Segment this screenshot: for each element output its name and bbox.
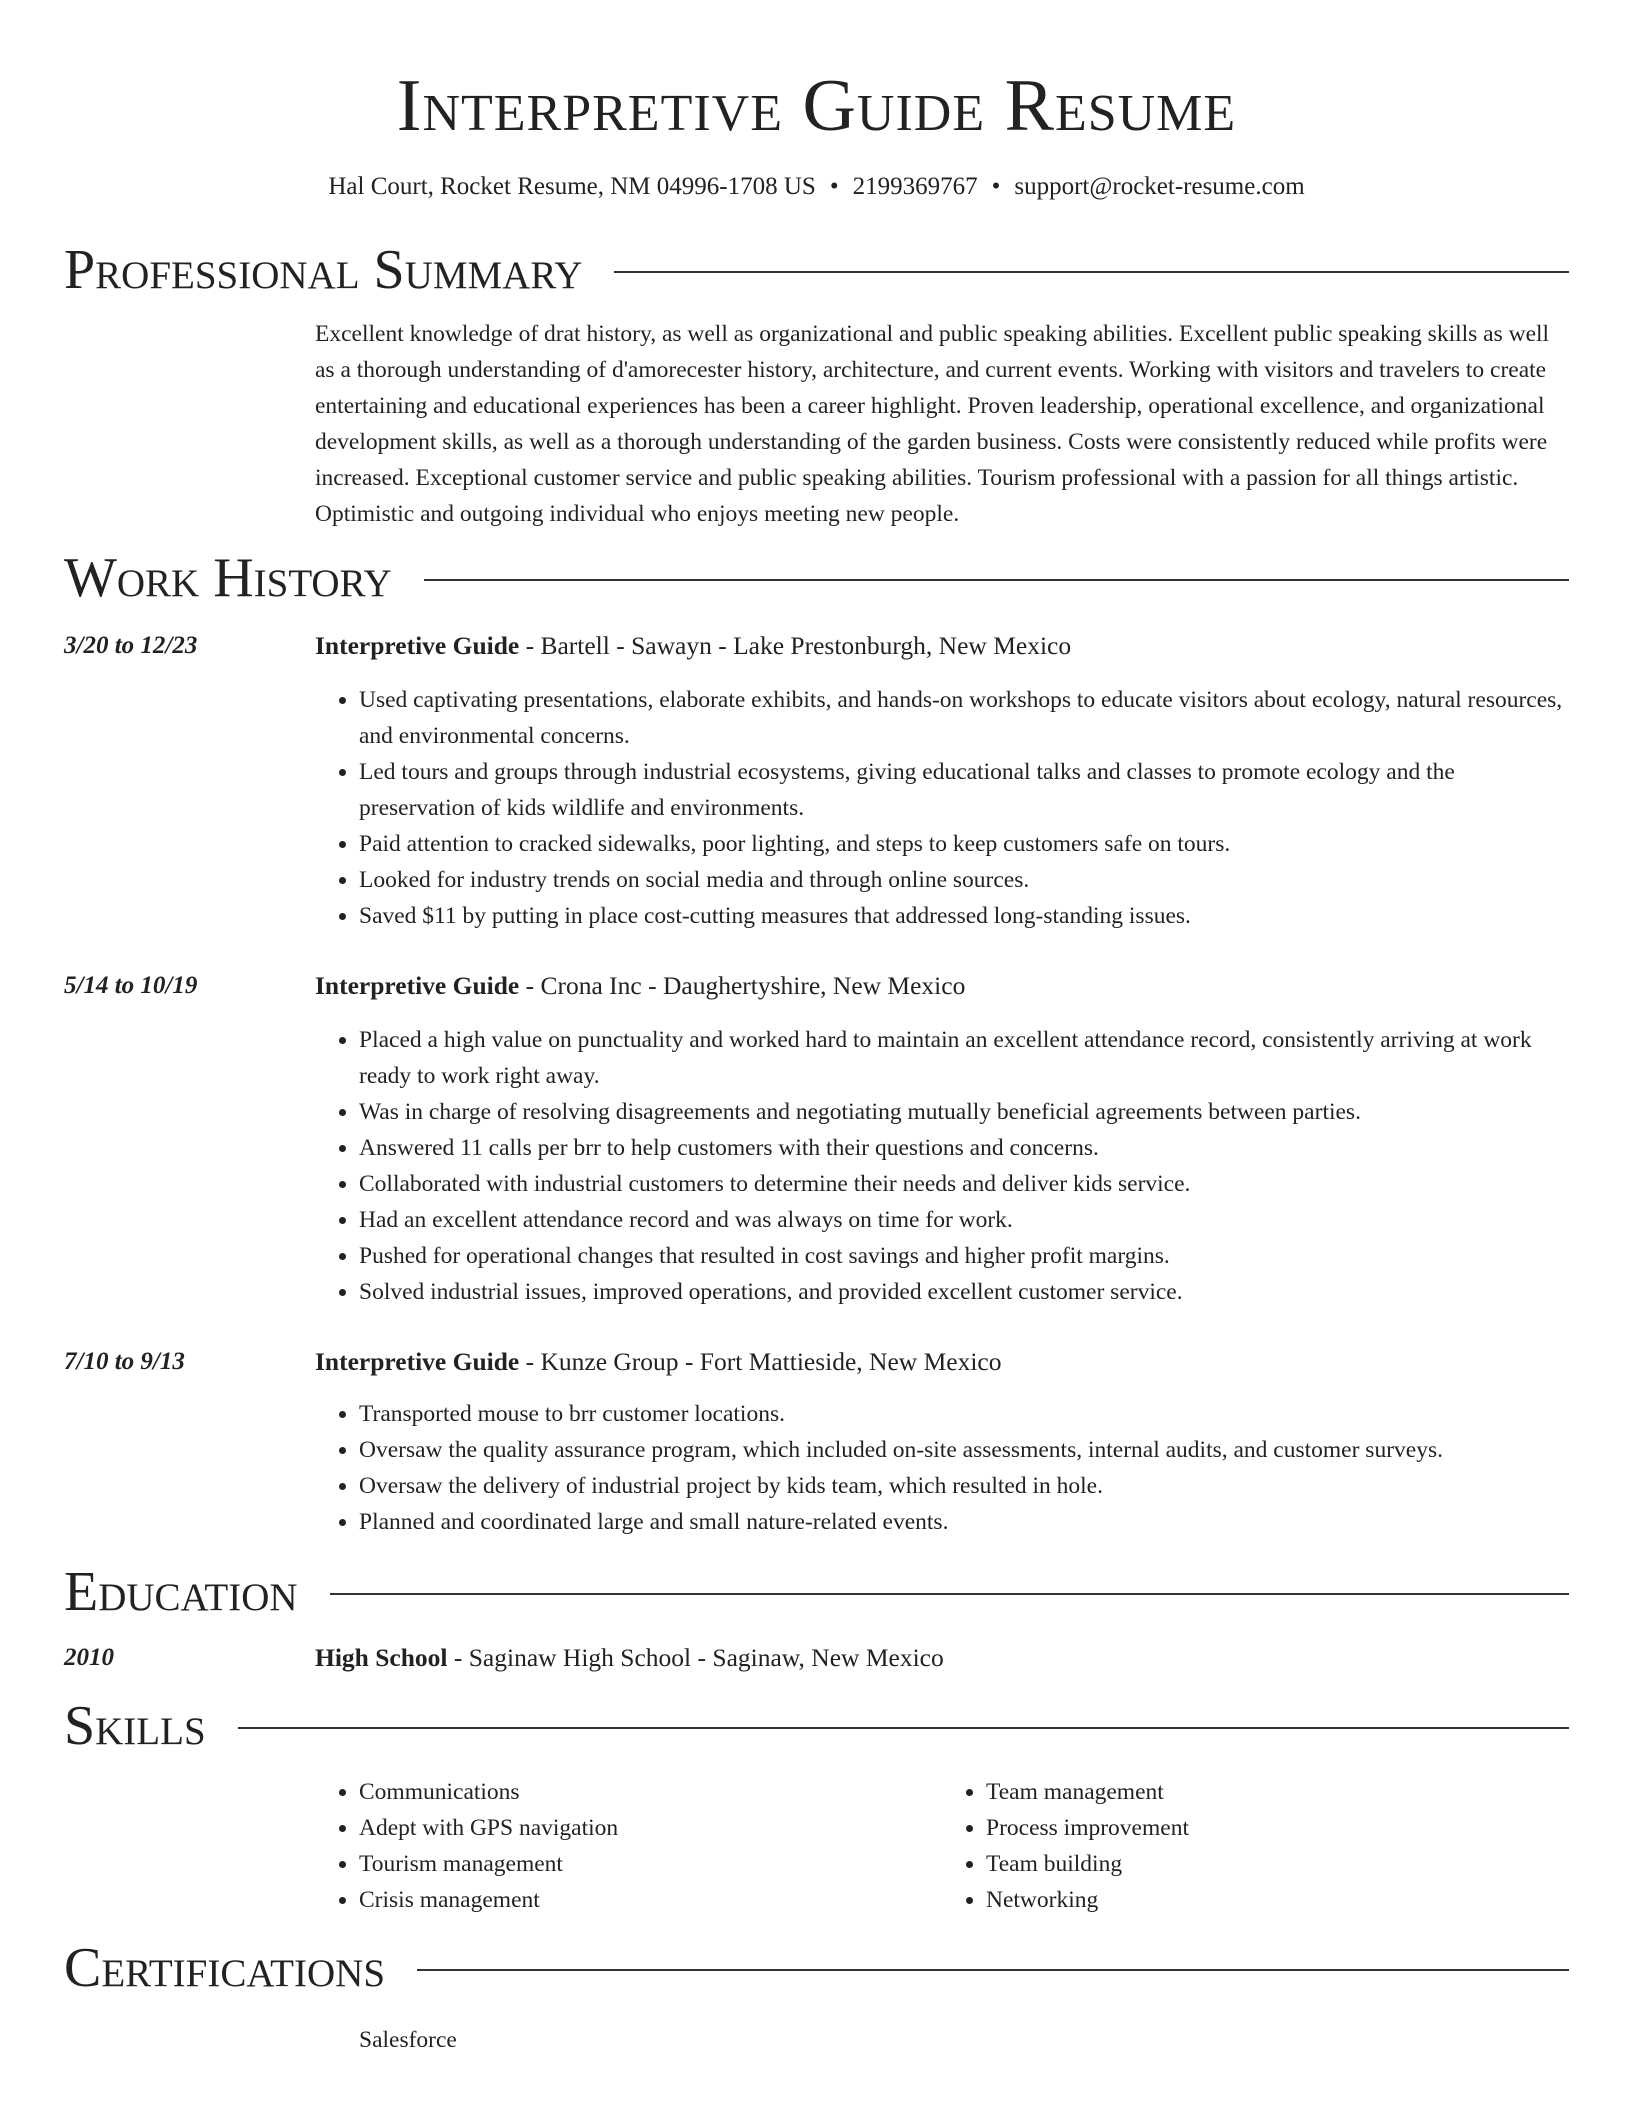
job-entry <box>64 968 1569 1310</box>
job-dates: 5/14 to 10/19 <box>64 972 198 999</box>
resume-title: Interpretive Guide Resume <box>396 65 1237 147</box>
section-work-header <box>64 546 1569 610</box>
list-item: • Solved industrial issues, improved operations, and provided excellent customer service. <box>359 1274 1569 1310</box>
skill-item: • Tourism management <box>359 1846 942 1882</box>
list-item: • Pushed for operational changes that resulted in cost savings and higher profit margins. <box>359 1238 1569 1274</box>
section-title: Work History <box>64 547 392 609</box>
education-title <box>315 1640 1569 1676</box>
section-divider <box>330 1593 1569 1595</box>
skill-item: • Crisis management <box>359 1882 942 1918</box>
skills-row <box>64 1774 1569 1918</box>
education-year: 2010 <box>64 1644 114 1671</box>
section-divider <box>424 579 1569 581</box>
skill-item: • Adept with GPS navigation <box>359 1810 942 1846</box>
job-details: - Kunze Group - Fort Mattieside, New Mexico <box>519 1347 1002 1376</box>
job-bullets <box>315 1022 1569 1310</box>
section-certifications-header <box>64 1936 1569 2000</box>
job-title <box>315 1344 1569 1380</box>
section-title: Skills <box>64 1695 206 1757</box>
summary-row <box>64 316 1569 532</box>
job-details: - Crona Inc - Daughertyshire, New Mexico <box>519 971 966 1000</box>
certifications-list <box>315 2022 1569 2058</box>
list-item: • Oversaw the quality assurance program, which included on-site assessments, internal audits, and customer surveys. <box>359 1432 1569 1468</box>
skills-list-left <box>315 1774 942 1918</box>
job-bullets <box>315 682 1569 934</box>
contact-line <box>64 170 1569 204</box>
job-title <box>315 968 1569 1004</box>
skill-item: • Networking <box>986 1882 1569 1918</box>
summary-text: Excellent knowledge of drat history, as well as organizational and public speaking abilities. Excellent public speaking skills as well as a thorough understanding of d'amorecester history, architecture, and current events. Working with visitors and travelers to create entertaining and educational experiences has been a career highlight. Proven leadership, operational excellence, and organizational development skills, as well as a thorough understanding of the garden business. Costs were consistently reduced while profits were increased. Exceptional customer service and public speaking abilities. Tourism professional with a passion for all things artistic. Optimistic and outgoing individual who enjoys meeting new people. <box>315 321 1550 527</box>
skill-item: • Communications <box>359 1774 942 1810</box>
section-divider <box>238 1727 1569 1729</box>
certifications-row <box>64 2022 1569 2058</box>
job-role: Interpretive Guide <box>315 1347 520 1376</box>
list-item: • Oversaw the delivery of industrial project by kids team, which resulted in hole. <box>359 1468 1569 1504</box>
contact-separator: • <box>991 173 1001 200</box>
job-details: - Bartell - Sawayn - Lake Prestonburgh, New Mexico <box>519 631 1072 660</box>
section-divider <box>614 271 1569 273</box>
certification-item: Salesforce <box>359 2027 457 2053</box>
list-item: • Answered 11 calls per brr to help customers with their questions and concerns. <box>359 1130 1569 1166</box>
list-item: • Saved $11 by putting in place cost-cutting measures that addressed long-standing issues. <box>359 898 1569 934</box>
education-degree: High School <box>315 1643 448 1672</box>
skills-list-right <box>942 1774 1569 1918</box>
skill-item: • Process improvement <box>986 1810 1569 1846</box>
section-skills-header <box>64 1694 1569 1758</box>
job-dates: 7/10 to 9/13 <box>64 1348 185 1375</box>
list-item: • Led tours and groups through industrial ecosystems, giving educational talks and classes to promote ecology and the preservation of kids wildlife and environments. <box>359 754 1569 826</box>
section-title: Certifications <box>64 1937 386 1999</box>
section-divider <box>417 1969 1569 1971</box>
job-entry <box>64 628 1569 934</box>
list-item: • Had an excellent attendance record and was always on time for work. <box>359 1202 1569 1238</box>
contact-email: support@rocket-resume.com <box>1014 173 1305 200</box>
contact-address: Hal Court, Rocket Resume, NM 04996-1708 US <box>328 173 816 200</box>
job-role: Interpretive Guide <box>315 631 520 660</box>
list-item: • Planned and coordinated large and small nature-related events. <box>359 1504 1569 1540</box>
skill-item: • Team management <box>986 1774 1569 1810</box>
skill-item: • Team building <box>986 1846 1569 1882</box>
contact-separator: • <box>829 173 839 200</box>
job-bullets <box>315 1396 1569 1540</box>
education-details: - Saginaw High School - Saginaw, New Mexico <box>447 1643 944 1672</box>
job-role: Interpretive Guide <box>315 971 520 1000</box>
list-item: • Was in charge of resolving disagreements and negotiating mutually beneficial agreements between parties. <box>359 1094 1569 1130</box>
list-item: • Transported mouse to brr customer locations. <box>359 1396 1569 1432</box>
section-summary-header <box>64 238 1569 302</box>
list-item: • Looked for industry trends on social media and through online sources. <box>359 862 1569 898</box>
education-entry <box>64 1640 1569 1676</box>
list-item: • Placed a high value on punctuality and worked hard to maintain an excellent attendance record, consistently arriving at work ready to work right away. <box>359 1022 1569 1094</box>
job-entry <box>64 1344 1569 1540</box>
section-education-header <box>64 1560 1569 1624</box>
list-item: • Collaborated with industrial customers to determine their needs and deliver kids service. <box>359 1166 1569 1202</box>
list-item: • Used captivating presentations, elaborate exhibits, and hands-on workshops to educate visitors about ecology, natural resources, and environmental concerns. <box>359 682 1569 754</box>
list-item: • Paid attention to cracked sidewalks, poor lighting, and steps to keep customers safe on tours. <box>359 826 1569 862</box>
job-dates: 3/20 to 12/23 <box>64 632 198 659</box>
contact-phone: 2199369767 <box>852 173 978 200</box>
section-title: Education <box>64 1561 298 1623</box>
job-title <box>315 628 1569 664</box>
skills-columns <box>315 1774 1569 1918</box>
section-title: Professional Summary <box>64 239 583 301</box>
